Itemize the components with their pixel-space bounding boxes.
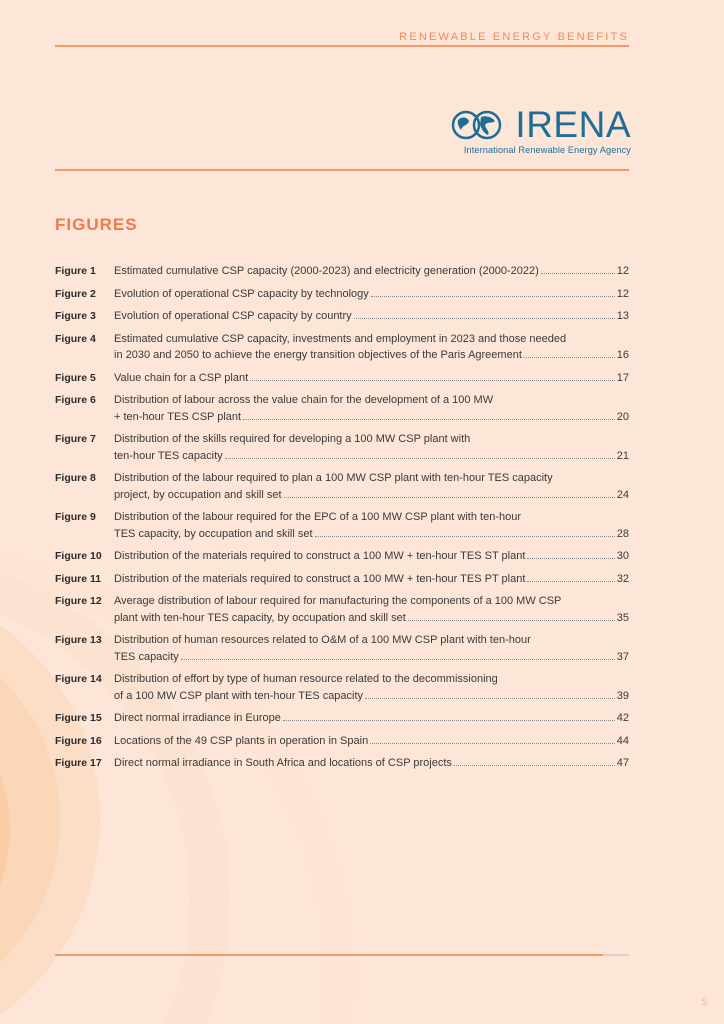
figure-page-number[interactable]: 13: [616, 310, 629, 322]
figure-label: Figure 11: [55, 572, 102, 585]
logo-wordmark: IRENA: [515, 104, 631, 145]
dot-leader: [370, 743, 615, 744]
figure-page-number[interactable]: 20: [616, 410, 629, 423]
caption-line: [114, 526, 629, 543]
dot-leader: [365, 698, 615, 699]
figure-entry[interactable]: [55, 331, 629, 364]
figure-entry[interactable]: [55, 733, 629, 750]
figure-page-number[interactable]: 12: [616, 287, 629, 300]
figure-label: Figure 12: [55, 595, 102, 607]
figure-label: Figure 9: [55, 511, 96, 523]
figure-caption: [114, 392, 629, 425]
caption-line: [114, 571, 629, 588]
caption-line: [114, 347, 629, 364]
dot-leader: [250, 380, 615, 381]
figures-list: [55, 263, 629, 778]
caption-text: Direct normal irradiance in Europe: [114, 712, 281, 724]
dot-leader: [315, 536, 615, 537]
figure-entry[interactable]: [55, 710, 629, 727]
figure-caption: [114, 710, 629, 727]
caption-text: Direct normal irradiance in South Africa and locations of CSP projects: [114, 757, 452, 769]
figure-caption: [114, 548, 629, 565]
caption-text: + ten-hour TES CSP plant: [114, 410, 242, 423]
caption-text: Distribution of human resources related to O&M of a 100 MW CSP plant with ten-hour: [114, 634, 531, 646]
figure-entry[interactable]: [55, 308, 629, 325]
caption-text: Value chain for a CSP plant: [114, 371, 249, 384]
caption-text: project, by occupation and skill set: [114, 488, 282, 501]
figure-caption: [114, 431, 629, 464]
figure-label: Figure 1: [55, 265, 96, 277]
caption-text: of a 100 MW CSP plant with ten-hour TES capacity: [114, 689, 364, 702]
figure-caption: [114, 593, 629, 626]
caption-line: [114, 263, 629, 280]
caption-line: [114, 649, 629, 666]
caption-line: [114, 286, 629, 303]
dot-leader: [284, 497, 615, 498]
caption-text: Evolution of operational CSP capacity by technology: [114, 287, 369, 300]
figure-caption: [114, 509, 629, 542]
figure-caption: [114, 263, 629, 280]
caption-text: Distribution of the skills required for developing a 100 MW CSP plant with: [114, 433, 471, 445]
caption-text: Distribution of the materials required to construct a 100 MW + ten-hour TES ST plant: [114, 550, 526, 562]
figure-entry[interactable]: [55, 755, 629, 772]
caption-text: Evolution of operational CSP capacity by country: [114, 310, 352, 322]
figure-entry[interactable]: [55, 509, 629, 542]
figure-entry[interactable]: [55, 593, 629, 626]
figure-label: Figure 6: [55, 394, 96, 406]
caption-line: [114, 308, 629, 325]
figure-page-number[interactable]: 47: [616, 757, 629, 769]
caption-text: Distribution of effort by type of human resource related to the decommissioning: [114, 673, 498, 685]
figure-label: Figure 8: [55, 472, 96, 484]
logo-tagline: International Renewable Energy Agency: [463, 145, 631, 155]
figure-entry[interactable]: [55, 392, 629, 425]
dot-leader: [243, 419, 615, 420]
figure-page-number[interactable]: 28: [616, 527, 629, 540]
caption-text: Distribution of labour across the value chain for the development of a 100 MW: [114, 394, 494, 406]
caption-text: in 2030 and 2050 to achieve the energy transition objectives of the Paris Agreement: [114, 349, 522, 361]
caption-line: [114, 688, 629, 705]
dot-leader: [454, 765, 615, 766]
figure-page-number[interactable]: 39: [616, 689, 629, 702]
figure-page-number[interactable]: 32: [616, 572, 629, 585]
caption-line: [114, 509, 629, 526]
figure-page-number[interactable]: 12: [616, 265, 629, 277]
figure-label: Figure 4: [55, 332, 96, 345]
caption-line: [114, 448, 629, 465]
caption-line: [114, 370, 629, 387]
caption-text: Estimated cumulative CSP capacity (2000-2023) and electricity generation (2000-2022): [114, 265, 539, 277]
figure-label: Figure 2: [55, 287, 96, 300]
caption-line: [114, 392, 629, 409]
figure-entry[interactable]: [55, 548, 629, 565]
figure-label: Figure 5: [55, 371, 96, 384]
figure-caption: [114, 331, 629, 364]
figure-label: Figure 10: [55, 550, 102, 562]
figure-page-number[interactable]: 42: [616, 712, 629, 724]
figure-entry[interactable]: [55, 571, 629, 588]
dot-leader: [541, 273, 615, 274]
caption-line: [114, 487, 629, 504]
header-divider: [55, 45, 629, 47]
caption-text: Locations of the 49 CSP plants in operation in Spain: [114, 734, 369, 747]
caption-line: [114, 733, 629, 750]
figure-caption: [114, 308, 629, 325]
caption-line: [114, 755, 629, 772]
dot-leader: [524, 357, 615, 358]
figure-caption: [114, 632, 629, 665]
caption-line: [114, 431, 629, 448]
dot-leader: [225, 458, 615, 459]
figure-caption: [114, 286, 629, 303]
caption-line: [114, 593, 629, 610]
caption-line: [114, 610, 629, 627]
logo-divider: [55, 169, 629, 171]
figure-page-number[interactable]: 37: [616, 650, 629, 663]
figure-entry[interactable]: [55, 370, 629, 387]
figure-caption: [114, 571, 629, 588]
figure-entry[interactable]: [55, 286, 629, 303]
globe-icon: [451, 108, 511, 142]
caption-text: Distribution of the labour required for the EPC of a 100 MW CSP plant with ten-hour: [114, 511, 522, 523]
caption-text: plant with ten-hour TES capacity, by occupation and skill set: [114, 611, 406, 624]
caption-text: TES capacity, by occupation and skill set: [114, 527, 313, 540]
figure-caption: [114, 370, 629, 387]
figure-label: Figure 17: [55, 757, 102, 769]
figure-page-number[interactable]: 17: [616, 371, 629, 384]
caption-line: [114, 632, 629, 649]
figure-caption: [114, 470, 629, 503]
caption-text: Distribution of the labour required to plan a 100 MW CSP plant with ten-hour TES capacity: [114, 472, 553, 484]
footer-divider: [55, 954, 603, 956]
dot-leader: [527, 581, 614, 582]
figure-page-number[interactable]: 30: [616, 550, 629, 562]
caption-line: [114, 409, 629, 426]
caption-line: [114, 710, 629, 727]
dot-leader: [408, 620, 615, 621]
irena-logo: [451, 106, 631, 155]
figure-label: Figure 14: [55, 673, 102, 685]
figure-page-number[interactable]: 24: [616, 488, 629, 501]
caption-text: Distribution of the materials required to construct a 100 MW + ten-hour TES PT plant: [114, 572, 526, 585]
caption-text: Estimated cumulative CSP capacity, investments and employment in 2023 and those needed: [114, 332, 567, 345]
figure-label: Figure 3: [55, 310, 96, 322]
running-header: RENEWABLE ENERGY BENEFITS: [399, 31, 629, 43]
figure-caption: [114, 755, 629, 772]
caption-line: [114, 331, 629, 348]
figure-entry[interactable]: [55, 671, 629, 704]
caption-line: [114, 548, 629, 565]
figure-caption: [114, 733, 629, 750]
caption-text: TES capacity: [114, 650, 179, 663]
footer-divider-tail: [603, 954, 629, 956]
page-number: 5: [701, 997, 707, 1008]
figure-entry[interactable]: [55, 431, 629, 464]
figure-page-number[interactable]: 44: [616, 734, 629, 747]
figure-label: Figure 7: [55, 433, 96, 445]
figure-label: Figure 13: [55, 634, 102, 646]
section-title: FIGURES: [55, 215, 138, 234]
figure-page-number[interactable]: 21: [616, 449, 629, 462]
figure-page-number[interactable]: 35: [616, 611, 629, 624]
figure-caption: [114, 671, 629, 704]
caption-line: [114, 671, 629, 688]
figure-entry[interactable]: [55, 263, 629, 280]
figure-label: Figure 15: [55, 712, 102, 724]
figure-label: Figure 16: [55, 734, 102, 747]
figure-page-number[interactable]: 16: [616, 349, 629, 361]
dot-leader: [181, 659, 615, 660]
dot-leader: [527, 558, 614, 559]
figure-entry[interactable]: [55, 470, 629, 503]
caption-text: Average distribution of labour required for manufacturing the components of a 100 MW CSP: [114, 595, 562, 607]
dot-leader: [354, 318, 615, 319]
caption-line: [114, 470, 629, 487]
caption-text: ten-hour TES capacity: [114, 449, 223, 462]
dot-leader: [283, 720, 615, 721]
dot-leader: [371, 296, 615, 297]
figure-entry[interactable]: [55, 632, 629, 665]
